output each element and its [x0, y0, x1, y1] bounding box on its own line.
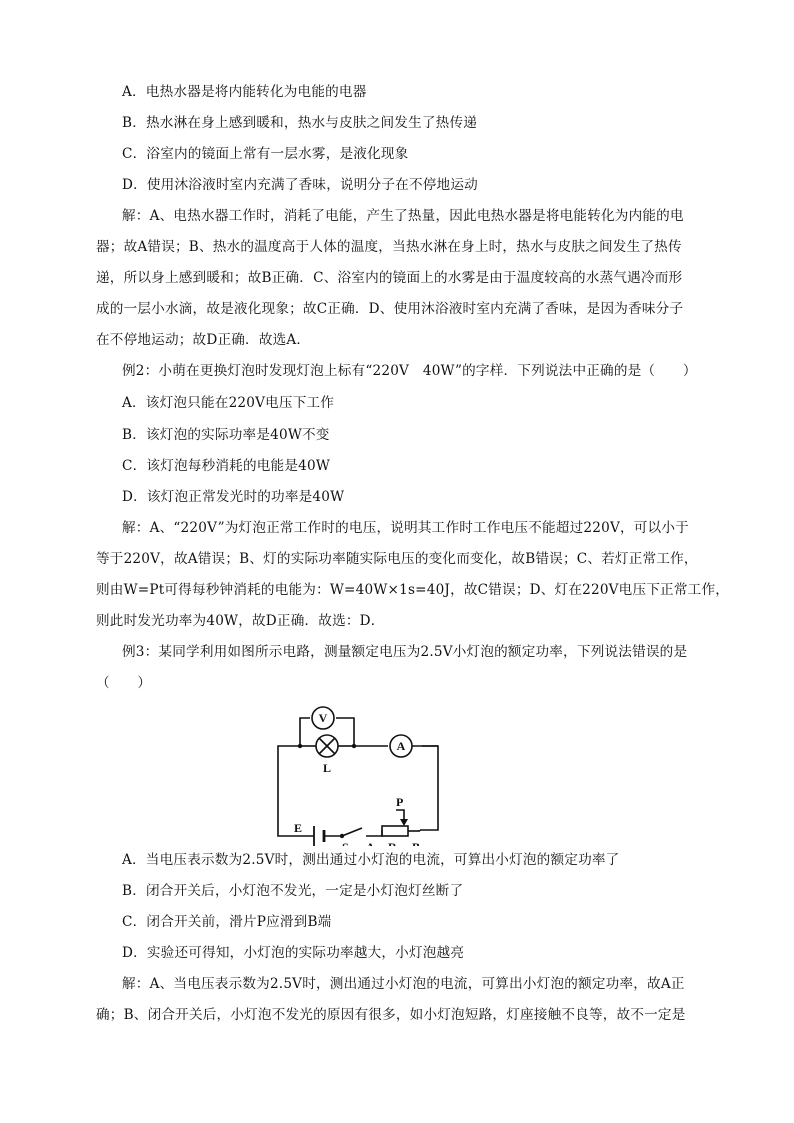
solution-1-line-1: 解：A、电热水器工作时，消耗了电能，产生了热量，因此电热水器是将电能转化为内能的电 [122, 208, 684, 224]
end-a-label [366, 840, 375, 846]
ammeter-label: A [396, 739, 406, 753]
option-a: A．电热水器是将内能转化为电能的电器 [122, 84, 367, 100]
solution-3-line-2: 确；B、闭合开关后，小灯泡不发光的原因有很多，如小灯泡短路，灯座接触不良等，故不一定是 [96, 1007, 686, 1023]
example-2-option-a: A．该灯泡只能在220V电压下工作 [122, 395, 335, 411]
solution-1-line-2: 器；故A错误；B、热水的温度高于人体的温度，当热水淋在身上时，热水与皮肤之间发生了热传 [96, 239, 682, 255]
option-d: D．使用沐浴液时室内充满了香味，说明分子在不停地运动 [122, 177, 478, 193]
slider-arrowhead [400, 819, 408, 826]
solution-3-line-1: 解：A、当电压表示数为2.5V时，测出通过小灯泡的电流，可算出小灯泡的额定功率，故A正 [122, 976, 685, 992]
wire-right [420, 746, 438, 830]
solution-1-line-4: 成的一层小水滴，故是液化现象；故C正确．D、使用沐浴液时室内充满了香味，是因为香味分子 [96, 301, 684, 317]
end-b-label [412, 840, 420, 846]
example-2-option-b: B．该灯泡的实际功率是40W不变 [122, 427, 330, 443]
switch-label [342, 840, 349, 846]
battery-label: E [294, 821, 303, 835]
wire-voltmeter-right [336, 718, 354, 746]
example-3-question: 例3：某同学利用如图所示电路，测量额定电压为2.5V小灯泡的额定功率，下列说法错误的是 [122, 644, 688, 660]
solution-1-line-3: 递，所以身上感到暖和；故B正确．C、浴室内的镜面上的水雾是由于温度较高的水蒸气遇冷而形 [96, 270, 683, 286]
option-b: B．热水淋在身上感到暖和，热水与皮肤之间发生了热传递 [122, 115, 478, 131]
example-3-option-a: A．当电压表示数为2.5V时，测出通过小灯泡的电流，可算出小灯泡的额定功率了 [122, 852, 620, 868]
circuit-svg [270, 706, 470, 846]
slider-label: P [396, 795, 404, 809]
solution-2-line-2: 等于220V，故A错误；B、灯的实际功率随实际电压的变化而变化，故B错误；C、若灯正常工作， [96, 551, 698, 567]
option-c: C．浴室内的镜面上常有一层水雾，是液化现象 [122, 146, 409, 162]
example-3-question-2: （ ） [96, 675, 152, 691]
example-2-question: 例2：小萌在更换灯泡时发现灯泡上标有“220V 40W”的字样．下列说法中正确的是（ ） [122, 363, 697, 379]
wire-voltmeter-left [300, 718, 310, 746]
solution-1-line-5: 在不停地运动；故D正确．故选A． [96, 332, 311, 348]
example-3-option-d: D．实验还可得知，小灯泡的实际功率越大，小灯泡越亮 [122, 945, 465, 961]
lamp-label: L [322, 761, 332, 775]
solution-2-line-1: 解：A、“220V”为灯泡正常工作时的电压，说明其工作时工作电压不能超过220V，可以小于 [122, 520, 689, 536]
voltmeter-label: V [318, 711, 328, 725]
circuit-diagram [270, 706, 470, 846]
solution-2-line-4: 则此时发光功率为40W，故D正确．故选：D． [96, 613, 385, 629]
rheostat-body [382, 826, 408, 836]
solution-2-line-3: 则由W=Pt可得每秒钟消耗的电能为：W=40W×1s=40J，故C错误；D、灯在220V电压下正常工作， [96, 582, 730, 598]
wire-switch-rheostat [366, 830, 382, 836]
example-3-option-b: B．闭合开关后，小灯泡不发光，一定是小灯泡灯丝断了 [122, 883, 464, 899]
rheostat-label [388, 840, 397, 846]
example-2-option-c: C．该灯泡每秒消耗的电能是40W [122, 458, 330, 474]
example-2-option-d: D．该灯泡正常发光时的功率是40W [122, 489, 345, 505]
switch-lever [342, 828, 362, 836]
slider-wire [396, 810, 404, 820]
example-3-option-c: C．闭合开关前，滑片P应滑到B端 [122, 914, 332, 930]
